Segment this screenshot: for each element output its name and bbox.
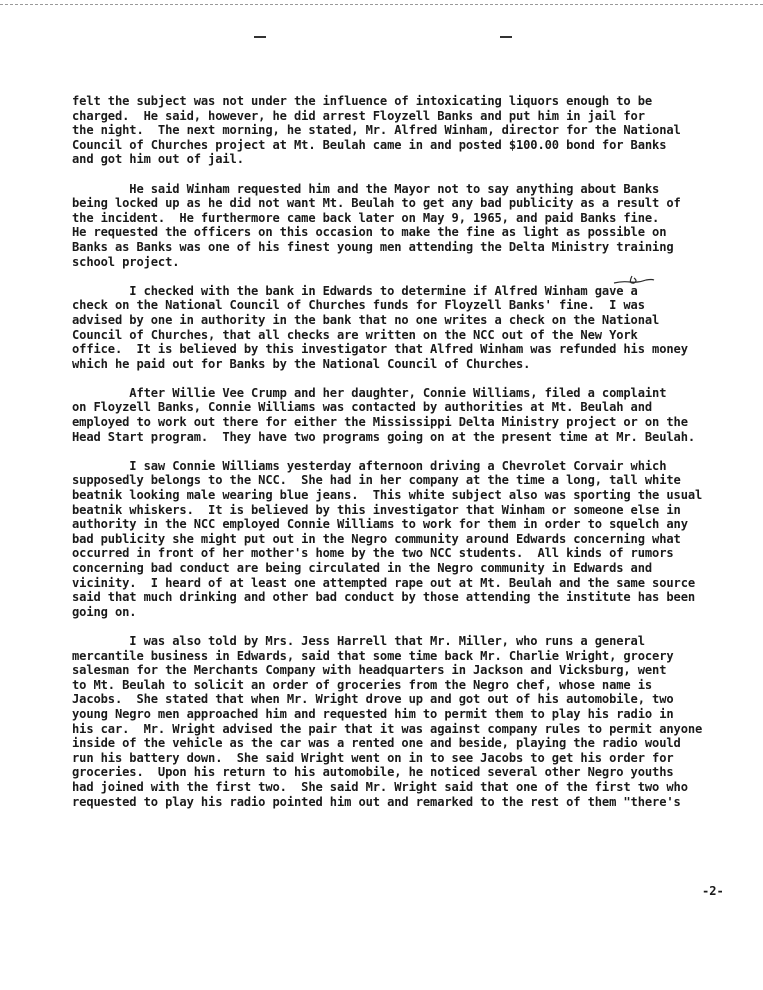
text-line: office. It is believed by this investigator that Alfred Winham was refunded his money [72,342,688,357]
text-line: felt the subject was not under the influence of intoxicating liquors enough to be [72,94,653,108]
text-line: He requested the officers on this occasion to make the fine as light as possible on [72,225,667,240]
text-line: Council of Churches, that all checks are written on the NCC out of the New York [72,327,638,342]
text-line: the incident. He furthermore came back later on May 9, 1965, and paid Banks fine. [72,210,660,225]
text-line: supposedly belongs to the NCC. She had in her company at the time a long, tall white [72,473,681,488]
text-line: bad publicity she might put out in the Negro community around Edwards concerning what [72,531,681,546]
text-line: He said Winham requested him and the Mayor not to say anything about Banks [72,181,660,196]
paragraph [72,94,736,167]
text-line: authority in the NCC employed Connie Williams to work for them in order to squelch any [72,517,688,532]
text-line: occurred in front of her mother's home by the two NCC students. All kinds of rumors [72,546,674,561]
text-line: Banks as Banks was one of his finest young men attending the Delta Ministry training [72,239,674,254]
text-line: I checked with the bank in Edwards to determine if Alfred Winham gave a [72,283,638,298]
header-mark-right [500,36,512,38]
paragraph [72,459,736,620]
text-line: beatnik whiskers. It is believed by this investigator that Winham or someone else in [72,502,681,517]
text-line: which he paid out for Banks by the National Council of Churches. [72,356,531,371]
text-line: groceries. Upon his return to his automobile, he noticed several other Negro youths [72,765,674,780]
text-line: vicinity. I heard of at least one attempted rape out at Mt. Beulah and the same source [72,575,696,590]
text-line: had joined with the first two. She said Mr. Wright said that one of the first two who [72,779,688,794]
text-line: being locked up as he did not want Mt. Beulah to get any bad publicity as a result of [72,196,681,211]
text-line: charged. He said, however, he did arrest Floyzell Banks and put him in jail for [72,108,645,123]
paragraph [72,284,736,372]
text-line: Jacobs. She stated that when Mr. Wright drove up and got out of his automobile, two [72,692,674,707]
page-number: -2- [702,884,724,898]
text-line: beatnik looking male wearing blue jeans. This white subject also was sporting the usual [72,488,703,503]
header-mark-left [254,36,266,38]
text-line: inside of the vehicle as the car was a rented one and beside, playing the radio would [72,736,681,751]
text-line: I was also told by Mrs. Jess Harrell that Mr. Miller, who runs a general [72,633,645,648]
text-line: Head Start program. They have two programs going on at the present time at Mr. Beulah. [72,429,696,444]
text-line: school project. [72,254,180,269]
text-line: the night. The next morning, he stated, Mr. Alfred Winham, director for the National [72,123,681,138]
text-line: After Willie Vee Crump and her daughter, Connie Williams, filed a complaint [72,385,667,400]
text-line: check on the National Council of Churches funds for Floyzell Banks' fine. I was [72,298,645,313]
text-line: Council of Churches project at Mt. Beulah came in and posted $100.00 bond for Banks [72,137,667,152]
text-line: concerning bad conduct are being circulated in the Negro community in Edwards and [72,561,653,575]
paragraph [72,634,736,809]
text-line: requested to play his radio pointed him out and remarked to the rest of them "there's [72,794,681,809]
text-line: his car. Mr. Wright advised the pair that it was against company rules to permit anyone [72,721,703,736]
text-line: on Floyzell Banks, Connie Williams was contacted by authorities at Mt. Beulah and [72,400,653,415]
text-line: salesman for the Merchants Company with headquarters in Jackson and Vicksburg, went [72,663,667,678]
text-line: said that much drinking and other bad conduct by those attending the institute has been [72,590,696,605]
text-line: mercantile business in Edwards, said that some time back Mr. Charlie Wright, grocery [72,648,674,663]
paragraph [72,386,736,444]
text-line: employed to work out there for either the Mississippi Delta Ministry project or on the [72,415,688,430]
text-line: going on. [72,604,137,619]
text-line: young Negro men approached him and requested him to permit them to play his radio in [72,706,674,721]
text-line: I saw Connie Williams yesterday afternoon driving a Chevrolet Corvair which [72,458,667,473]
text-line: and got him out of jail. [72,152,244,167]
text-line: run his battery down. She said Wright went on in to see Jacobs to get his order for [72,750,674,765]
document-body [72,94,736,824]
text-line: advised by one in authority in the bank that no one writes a check on the National [72,312,660,327]
paragraph [72,182,736,270]
text-line: to Mt. Beulah to solicit an order of groceries from the Negro chef, whose name is [72,677,653,692]
page-top-border [0,4,763,5]
